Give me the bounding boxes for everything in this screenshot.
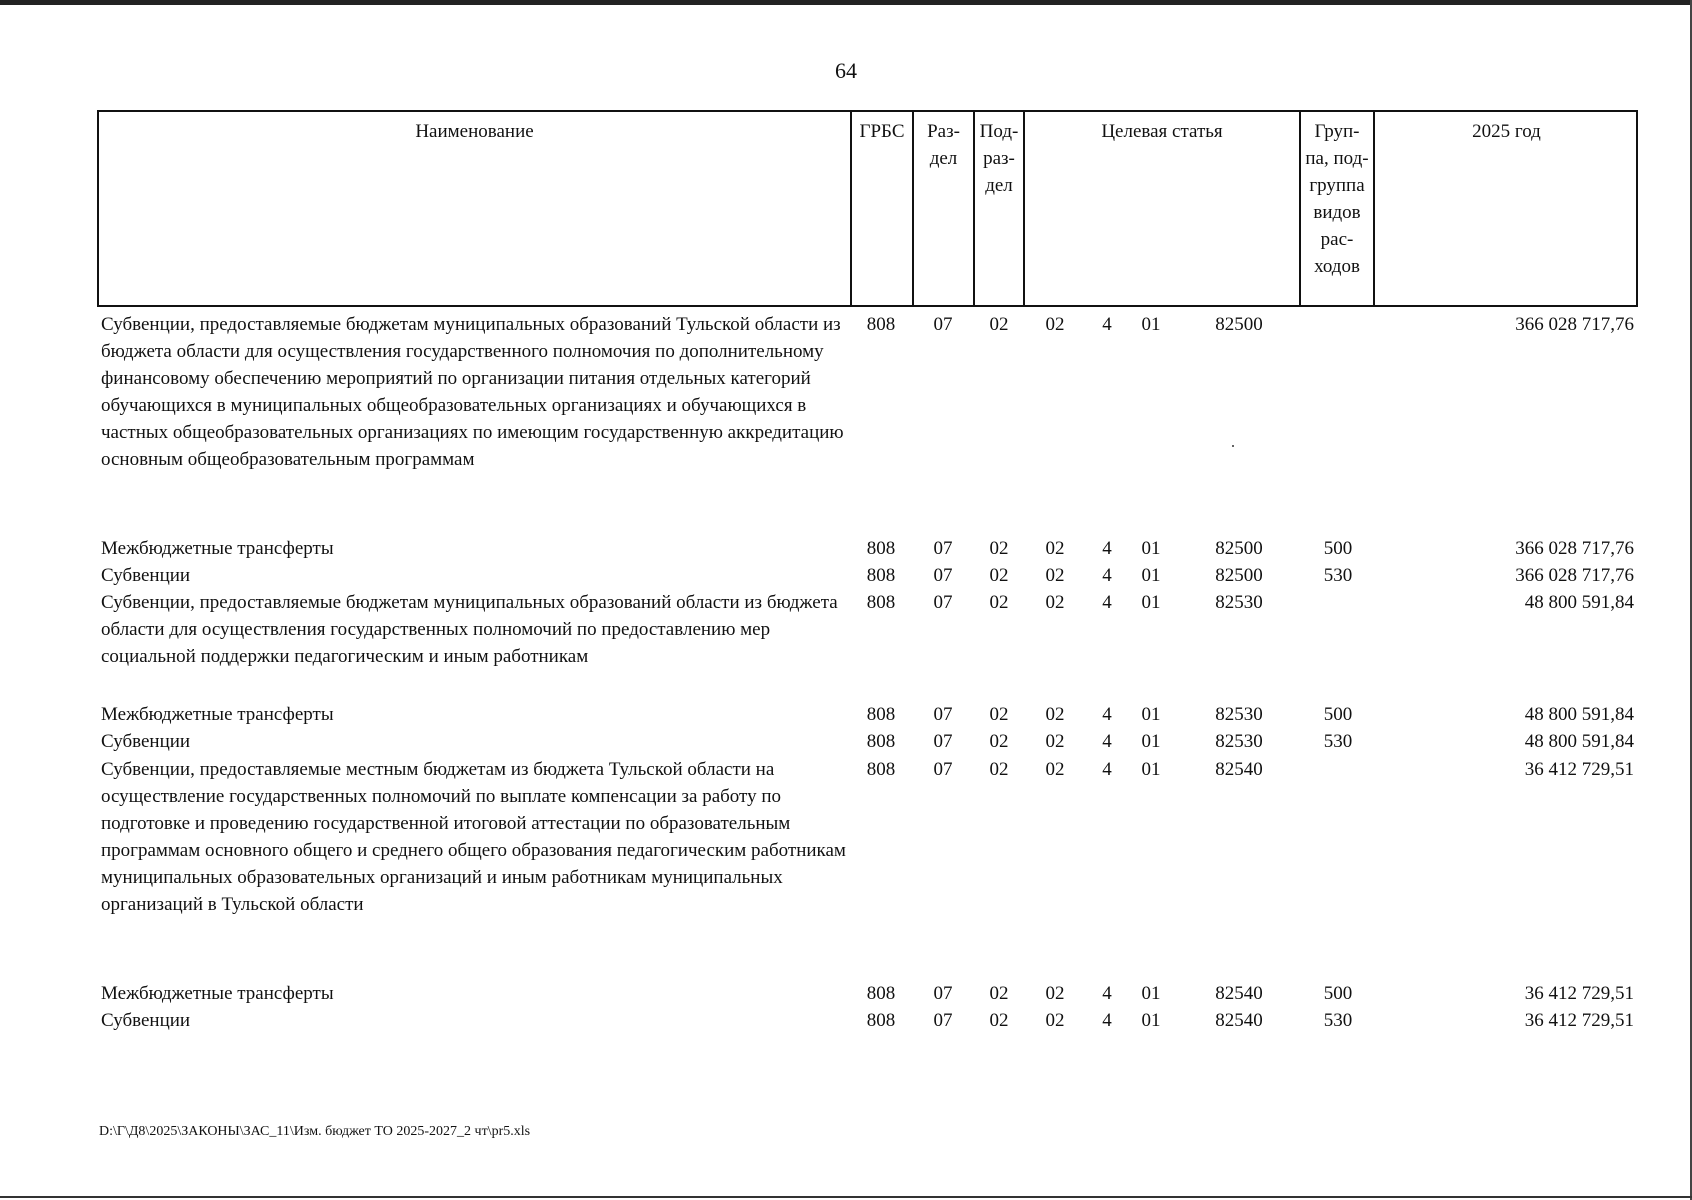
header-podrazdel: Под- раз- дел bbox=[979, 121, 1019, 196]
row-target-subprogram: 01 bbox=[1141, 538, 1161, 559]
row-amount: 48 800 591,84 bbox=[1524, 592, 1634, 613]
row-target-subprogram: 01 bbox=[1141, 759, 1161, 780]
row-name: Субвенции, предоставляемые бюджетам муниципальных образований области из бюджета области для осуществления государственных полномочий по предоставлению мер социальной поддержки педагогическим и иным работникам bbox=[101, 592, 838, 667]
row-grbs: 808 bbox=[866, 731, 896, 752]
row-name: Субвенции bbox=[101, 1010, 191, 1031]
row-target-program: 02 bbox=[1045, 1010, 1065, 1031]
row-podrazdel: 02 bbox=[989, 704, 1009, 725]
row-target-type: 4 bbox=[1102, 759, 1112, 780]
table-header bbox=[97, 110, 1638, 307]
header-grbs: ГРБС bbox=[859, 121, 905, 142]
row-razdel: 07 bbox=[933, 1010, 953, 1031]
row-razdel: 07 bbox=[933, 592, 953, 613]
scan-border-bottom bbox=[0, 1196, 1692, 1198]
row-grbs: 808 bbox=[866, 565, 896, 586]
row-podrazdel: 02 bbox=[989, 731, 1009, 752]
row-amount: 366 028 717,76 bbox=[1515, 565, 1634, 586]
row-grbs: 808 bbox=[866, 759, 896, 780]
row-target-program: 02 bbox=[1045, 565, 1065, 586]
row-grbs: 808 bbox=[866, 592, 896, 613]
row-target-subprogram: 01 bbox=[1141, 592, 1161, 613]
row-target-program: 02 bbox=[1045, 731, 1065, 752]
row-target-subprogram: 01 bbox=[1141, 565, 1161, 586]
row-target-direction: 82500 bbox=[1215, 314, 1263, 335]
row-grbs: 808 bbox=[866, 314, 896, 335]
row-podrazdel: 02 bbox=[989, 538, 1009, 559]
row-expense-type: 530 bbox=[1323, 731, 1353, 752]
row-amount: 366 028 717,76 bbox=[1515, 538, 1634, 559]
row-amount: 36 412 729,51 bbox=[1524, 983, 1634, 1004]
header-expense-type: Груп- па, под- группа видов рас- ходов bbox=[1305, 121, 1369, 277]
row-target-type: 4 bbox=[1102, 565, 1112, 586]
row-expense-type: 500 bbox=[1323, 704, 1353, 725]
row-target-direction: 82540 bbox=[1215, 759, 1263, 780]
row-amount: 366 028 717,76 bbox=[1515, 314, 1634, 335]
row-target-direction: 82540 bbox=[1215, 983, 1263, 1004]
row-target-program: 02 bbox=[1045, 759, 1065, 780]
row-target-direction: 82530 bbox=[1215, 592, 1263, 613]
row-target-type: 4 bbox=[1102, 983, 1112, 1004]
row-podrazdel: 02 bbox=[989, 314, 1009, 335]
row-grbs: 808 bbox=[866, 704, 896, 725]
scan-dot bbox=[1232, 445, 1234, 447]
row-razdel: 07 bbox=[933, 731, 953, 752]
row-podrazdel: 02 bbox=[989, 983, 1009, 1004]
row-name: Субвенции, предоставляемые бюджетам муниципальных образований Тульской области из бюджета области для осуществления государственного полномочия по дополнительному финансовому обеспечению мероприятий по организации питания отдельных категорий обучающихся в муниципальных общеобразовательных организациях и обучающихся в частных общеобразовательных организациях по имеющим государственную аккредитацию основным общеобразовательным программам bbox=[101, 314, 844, 470]
row-expense-type: 530 bbox=[1323, 565, 1353, 586]
row-target-subprogram: 01 bbox=[1141, 704, 1161, 725]
row-target-direction: 82530 bbox=[1215, 731, 1263, 752]
row-amount: 36 412 729,51 bbox=[1524, 759, 1634, 780]
row-target-direction: 82530 bbox=[1215, 704, 1263, 725]
row-target-direction: 82540 bbox=[1215, 1010, 1263, 1031]
row-target-program: 02 bbox=[1045, 314, 1065, 335]
row-target-subprogram: 01 bbox=[1141, 314, 1161, 335]
row-target-type: 4 bbox=[1102, 1010, 1112, 1031]
row-target-subprogram: 01 bbox=[1141, 983, 1161, 1004]
row-razdel: 07 bbox=[933, 704, 953, 725]
row-target-subprogram: 01 bbox=[1141, 1010, 1161, 1031]
row-target-program: 02 bbox=[1045, 538, 1065, 559]
row-target-type: 4 bbox=[1102, 704, 1112, 725]
row-name: Межбюджетные трансферты bbox=[101, 983, 334, 1004]
row-amount: 36 412 729,51 bbox=[1524, 1010, 1634, 1031]
header-year: 2025 год bbox=[1472, 121, 1541, 142]
header-name: Наименование bbox=[415, 121, 534, 142]
row-razdel: 07 bbox=[933, 565, 953, 586]
row-name: Субвенции, предоставляемые местным бюджетам из бюджета Тульской области на осуществление государственных полномочий по выплате компенсации за работу по подготовке и проведению государственной итоговой аттестации по образовательным программам основного общего и среднего общего образования педагогическим работникам муниципальных образовательных организаций и иным работникам муниципальных организаций в Тульской области bbox=[101, 759, 846, 915]
row-grbs: 808 bbox=[866, 1010, 896, 1031]
row-grbs: 808 bbox=[866, 983, 896, 1004]
row-razdel: 07 bbox=[933, 314, 953, 335]
row-expense-type: 530 bbox=[1323, 1010, 1353, 1031]
row-expense-type: 500 bbox=[1323, 538, 1353, 559]
row-target-type: 4 bbox=[1102, 538, 1112, 559]
row-target-direction: 82500 bbox=[1215, 565, 1263, 586]
row-razdel: 07 bbox=[933, 983, 953, 1004]
row-podrazdel: 02 bbox=[989, 592, 1009, 613]
row-name: Межбюджетные трансферты bbox=[101, 538, 334, 559]
row-target-subprogram: 01 bbox=[1141, 731, 1161, 752]
row-target-type: 4 bbox=[1102, 731, 1112, 752]
row-name: Межбюджетные трансферты bbox=[101, 704, 334, 725]
row-amount: 48 800 591,84 bbox=[1524, 731, 1634, 752]
row-target-program: 02 bbox=[1045, 592, 1065, 613]
row-target-type: 4 bbox=[1102, 592, 1112, 613]
row-razdel: 07 bbox=[933, 538, 953, 559]
row-grbs: 808 bbox=[866, 538, 896, 559]
header-razdel: Раз- дел bbox=[927, 121, 960, 169]
row-name: Субвенции bbox=[101, 565, 191, 586]
row-target-direction: 82500 bbox=[1215, 538, 1263, 559]
row-amount: 48 800 591,84 bbox=[1524, 704, 1634, 725]
scan-border-top bbox=[0, 0, 1692, 5]
header-target-article: Целевая статья bbox=[1101, 121, 1223, 142]
row-target-program: 02 bbox=[1045, 983, 1065, 1004]
row-podrazdel: 02 bbox=[989, 565, 1009, 586]
row-target-program: 02 bbox=[1045, 704, 1065, 725]
row-podrazdel: 02 bbox=[989, 1010, 1009, 1031]
row-target-type: 4 bbox=[1102, 314, 1112, 335]
row-name: Субвенции bbox=[101, 731, 191, 752]
row-razdel: 07 bbox=[933, 759, 953, 780]
row-podrazdel: 02 bbox=[989, 759, 1009, 780]
row-expense-type: 500 bbox=[1323, 983, 1353, 1004]
page-number: 64 bbox=[835, 58, 857, 83]
footer-file-path: D:\Г\Д8\2025\ЗАКОНЫ\ЗАС_11\Изм. бюджет ТО 2025-2027_2 чт\pr5.xls bbox=[99, 1124, 531, 1139]
